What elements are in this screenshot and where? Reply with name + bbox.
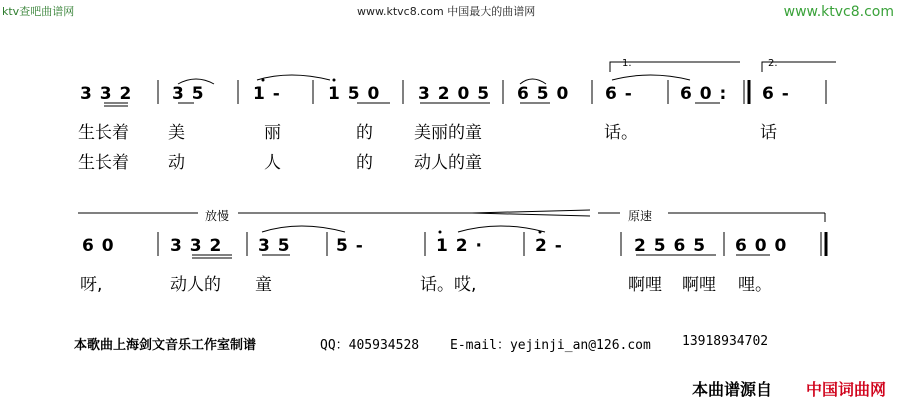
footer-qq: QQ：405934528	[320, 338, 420, 353]
tempo-slow-mark: 放慢	[205, 209, 230, 223]
measure-2-4: 5 -	[336, 236, 364, 256]
lyric-1b-1: 生长着	[78, 153, 129, 173]
lyric-1a-5: 美丽的童	[414, 123, 482, 143]
lyric-2-1: 呀,	[80, 275, 103, 295]
footer-phone: 13918934702	[682, 334, 769, 349]
measure-1-8: 6 0 :	[680, 84, 728, 104]
measure-2-3: 3 5	[258, 236, 291, 256]
measure-1-7: 6 -	[605, 84, 633, 104]
measure-1-9: 6 -	[762, 84, 790, 104]
site-url-right[interactable]: www.ktvc8.com	[783, 4, 894, 20]
lyric-1b-4: 的	[356, 153, 373, 173]
tempo-original-mark: 原速	[628, 209, 653, 223]
lyric-1a-3: 丽	[264, 123, 281, 143]
lyric-1a-4: 的	[356, 123, 373, 143]
measure-1-1: 3 3 2	[80, 84, 133, 104]
lyric-2-4: 话。哎,	[420, 275, 477, 295]
measure-2-1: 6 0	[82, 236, 115, 256]
ending-2-label: 2.	[768, 58, 778, 69]
lyric-2-5: 啊哩	[628, 275, 662, 295]
measure-1-3: 1 -	[253, 84, 281, 104]
lyric-1b-5: 动人的童	[414, 153, 482, 173]
ending-1-label: 1.	[622, 58, 632, 69]
measure-1-4: 1 5 0	[328, 84, 381, 104]
source-site-link[interactable]: 中国词曲网	[806, 380, 887, 399]
measure-2-8: 6 0 0	[735, 236, 788, 256]
measure-1-6: 6 5 0	[517, 84, 570, 104]
lyric-1a-7: 话	[760, 123, 777, 143]
lyric-2-2: 动人的	[170, 275, 221, 295]
measure-2-2: 3 3 2	[170, 236, 223, 256]
lyric-2-3: 童	[255, 275, 272, 295]
measure-1-2: 3 5	[172, 84, 205, 104]
lyric-1a-1: 生长着	[78, 123, 129, 143]
site-banner-center[interactable]: www.ktvc8.com 中国最大的曲谱网	[357, 5, 536, 18]
measure-2-6: 2 -	[535, 236, 563, 256]
lyric-1b-2: 动	[168, 153, 185, 173]
measure-2-7: 2 5 6 5	[634, 236, 707, 256]
lyric-1b-3: 人	[264, 153, 281, 173]
footer-email[interactable]: E-mail：yejinji_an@126.com	[450, 338, 651, 353]
lyric-2-7: 哩。	[738, 275, 772, 295]
source-label: 本曲谱源自	[692, 380, 773, 399]
site-brand-left[interactable]: ktv查吧曲谱网	[2, 5, 75, 18]
measure-1-5: 3 2 0 5	[418, 84, 491, 104]
footer-studio: 本歌曲上海剑文音乐工作室制谱	[74, 338, 257, 353]
lyric-1a-2: 美	[168, 123, 185, 143]
lyric-1a-6: 话。	[604, 123, 638, 143]
lyric-2-6: 啊哩	[682, 275, 716, 295]
measure-2-5: 1 2 ·	[436, 236, 483, 256]
